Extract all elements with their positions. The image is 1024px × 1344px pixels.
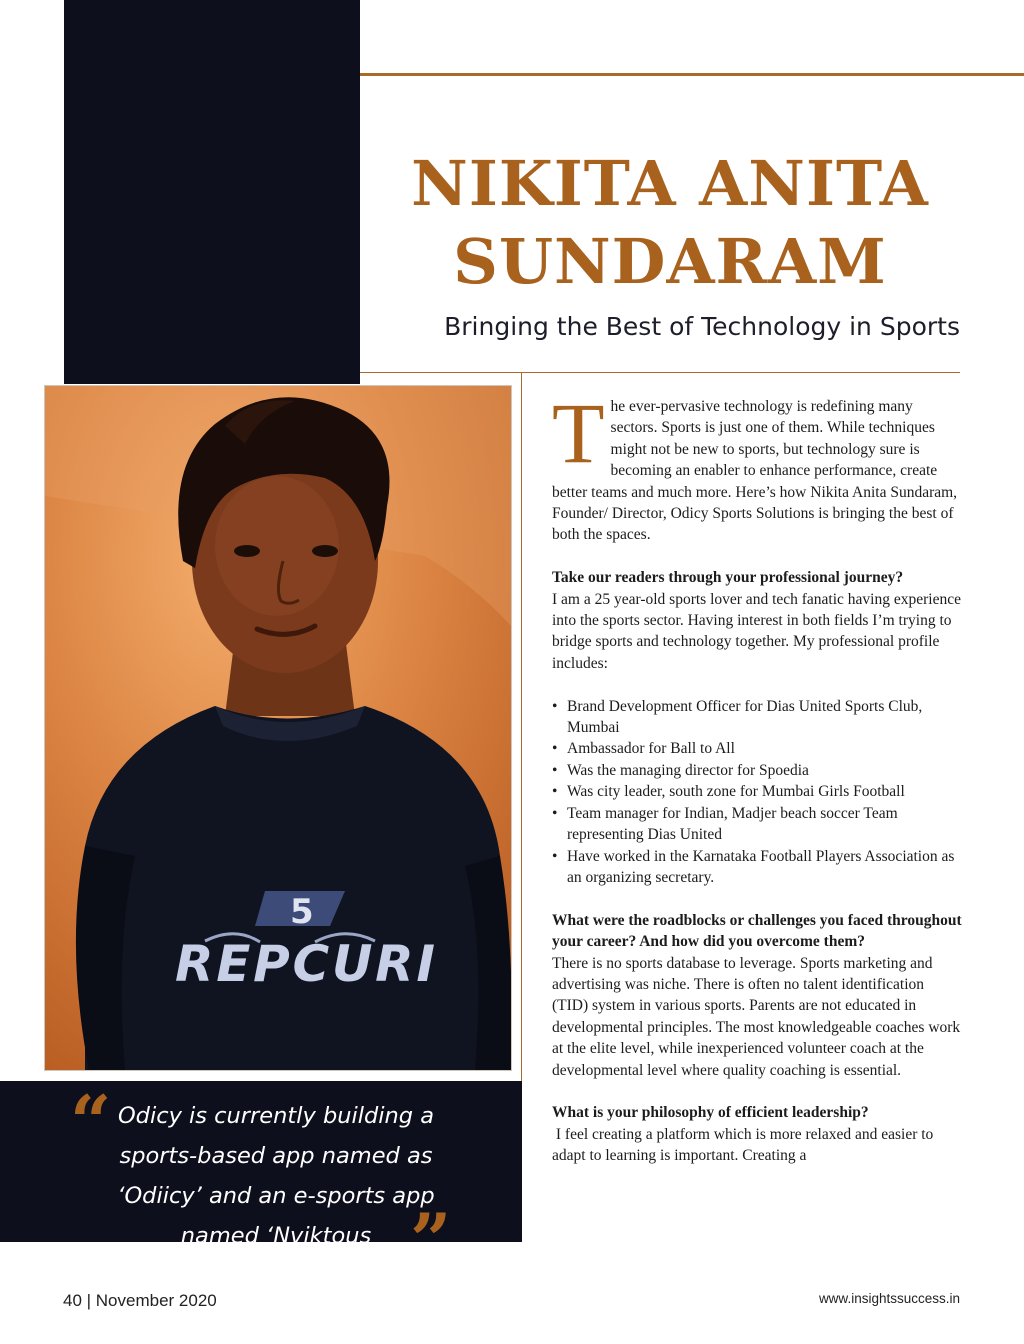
- answer-block-3: [552, 1102, 962, 1166]
- title-line-1: NIKITA ANITA: [411, 147, 929, 220]
- column-divider: [521, 373, 522, 1081]
- portrait-illustration: [45, 386, 511, 1070]
- shirt-logo-number: 5: [290, 892, 314, 932]
- article-subtitle: Bringing the Best of Technology in Sports: [444, 312, 960, 341]
- question-3: What is your philosophy of efficient leadership?: [552, 1104, 869, 1122]
- navy-header-block: [64, 0, 360, 384]
- answer-block-2: [552, 910, 962, 1081]
- answer-block-1: [552, 567, 962, 674]
- title-line-2: SUNDARAM: [453, 225, 887, 298]
- quote-close-mark: ”: [410, 1197, 452, 1282]
- pull-quote-text: Odicy is currently building a sports-based app named as ‘Odiicy’ and an e-sports app named ‘Nviktous: [117, 1103, 435, 1249]
- subtitle-rule: [360, 372, 960, 373]
- intro-paragraph: [552, 385, 962, 546]
- list-item: • Was city leader, south zone for Mumbai Girls Football: [552, 781, 962, 802]
- list-item: • Have worked in the Karnataka Football Players Association as an organizing secretary.: [552, 846, 962, 889]
- answer-3: I feel creating a platform which is more relaxed and easier to adapt to learning is important. Creating a: [552, 1125, 934, 1165]
- intro-text: he ever-pervasive technology is redefining many sectors. Sports is just one of them. While techniques might not be new to sports, but technology sure is becoming an enabler to enhance performance, create better teams and much more. Here’s how Nikita Anita Sundaram, Founder/ Director, Odicy Sports Solutions is bringing the best of both the spaces.: [552, 398, 958, 544]
- shirt-logo-text: REPCURI: [175, 935, 435, 993]
- footer-page-info: 40 | November 2020: [63, 1291, 217, 1310]
- drop-cap: T: [552, 385, 605, 481]
- list-item: • Was the managing director for Spoedia: [552, 760, 962, 781]
- list-item: • Brand Development Officer for Dias United Sports Club, Mumbai: [552, 696, 962, 739]
- quote-open-mark: “: [70, 1079, 112, 1164]
- profile-list: [552, 696, 962, 889]
- footer-website[interactable]: www.insightssuccess.in: [818, 1291, 960, 1306]
- article-title: [370, 145, 970, 301]
- list-item: • Team manager for Indian, Madjer beach soccer Team representing Dias United: [552, 803, 962, 846]
- top-rule: [360, 73, 1024, 76]
- article-body: [552, 385, 962, 1188]
- answer-2: There is no sports database to leverage. Sports marketing and advertising was niche. There is often no talent identification (TID) system in various sports. Parents are not educated in developmental principles. The most knowledgeable coaches work at the elite level, while inexperienced volunteer coach at the developmental level where quality coaching is essential.: [552, 954, 961, 1079]
- portrait-photo: [44, 385, 512, 1071]
- question-2: What were the roadblocks or challenges you faced throughout your career? And how did you overcome them?: [552, 911, 962, 951]
- list-item: • Ambassador for Ball to All: [552, 738, 962, 759]
- answer-1: I am a 25 year-old sports lover and tech fanatic having experience into the sports sector. Having interest in both fields I’m trying to bridge sports and technology together. My professional profile includes:: [552, 590, 961, 672]
- question-1: Take our readers through your professional journey?: [552, 569, 904, 587]
